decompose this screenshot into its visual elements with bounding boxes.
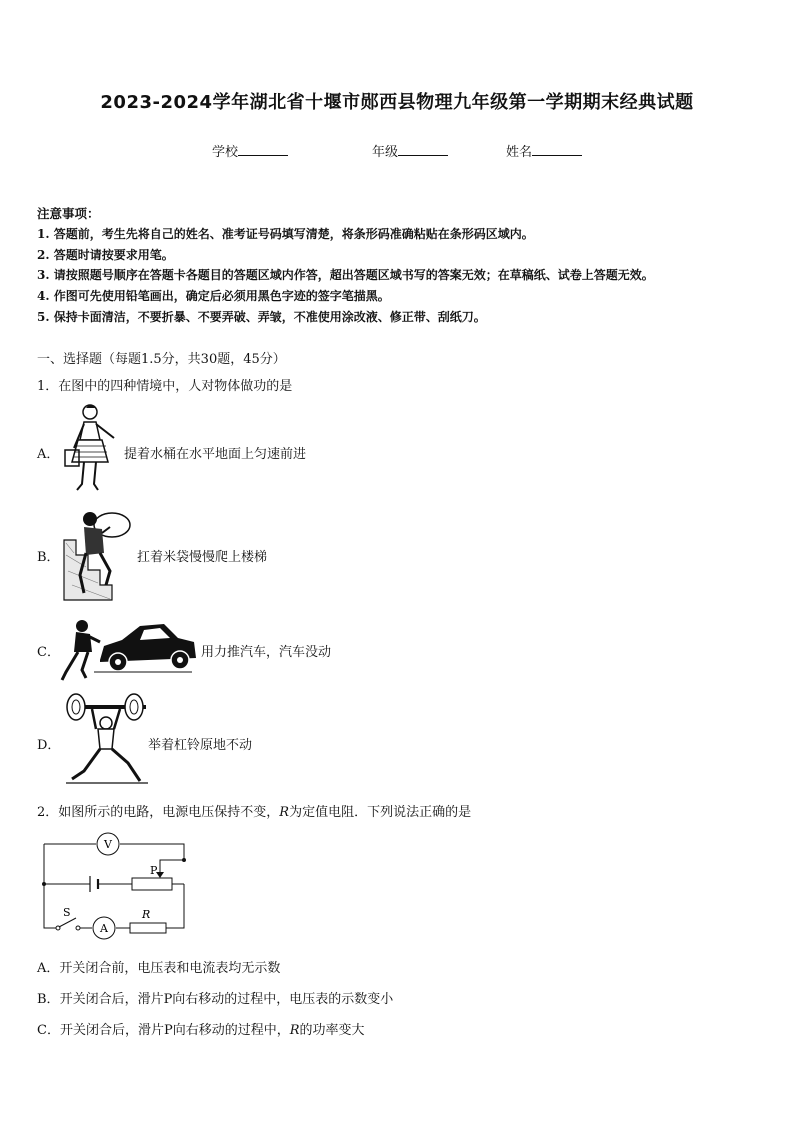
question-1-stem: 1．在图中的四种情境中，人对物体做功的是 xyxy=(37,379,293,394)
question-2-var: R xyxy=(279,805,290,820)
school-label: 学校 xyxy=(212,145,239,160)
slider-label: P xyxy=(150,864,158,877)
question-2-stem-post: 为定值电阻．下列说法正确的是 xyxy=(289,805,472,820)
option-text: 开关闭合后，滑片P向右移动的过程中，电压表的示数变小 xyxy=(59,992,394,1007)
note-item: 2. 答题时请按要求用笔。 xyxy=(37,248,174,262)
option-a-label: A． xyxy=(37,447,60,462)
option-c-text: 用力推汽车，汽车没动 xyxy=(201,645,332,660)
question-2-stem-pre: 2．如图所示的电路，电源电压保持不变， xyxy=(37,805,280,820)
switch-icon xyxy=(59,918,76,927)
note-item: 5. 保持卡面清洁，不要折暴、不要弄破、弄皱，不准使用涂改液、修正带、刮纸刀。 xyxy=(37,310,486,324)
question-2-option-c xyxy=(37,1019,365,1038)
option-var: R xyxy=(289,1023,300,1038)
question-2-option-a xyxy=(37,957,280,976)
option-text-post: 的功率变大 xyxy=(299,1023,365,1038)
school-blank xyxy=(238,143,288,156)
resistor-label: R xyxy=(142,908,151,921)
question-2-stem xyxy=(37,801,471,820)
option-label: C． xyxy=(37,1023,60,1038)
option-d-text: 举着杠铃原地不动 xyxy=(148,738,253,753)
person-carrying-rice-bag-stairs-image xyxy=(62,505,134,603)
person-pushing-car-image xyxy=(60,612,200,684)
option-a-text: 提着水桶在水平地面上匀速前进 xyxy=(124,447,307,462)
voltmeter-label: V xyxy=(104,838,112,851)
grade-blank xyxy=(398,143,448,156)
ammeter-label: A xyxy=(100,922,108,935)
notes-heading: 注意事项： xyxy=(37,206,100,221)
name-field xyxy=(506,141,582,160)
switch-label: S xyxy=(63,906,71,919)
circuit-diagram xyxy=(36,832,196,942)
option-b-label: B． xyxy=(37,550,60,565)
resistor-icon xyxy=(130,923,166,933)
note-item: 4. 作图可先使用铅笔画出，确定后必须用黑色字迹的签字笔描黑。 xyxy=(37,289,390,303)
section-heading: 一、选择题（每题1.5分，共30题，45分） xyxy=(37,352,286,367)
name-blank xyxy=(532,143,582,156)
rheostat-icon xyxy=(132,878,172,890)
question-2-option-b xyxy=(37,988,393,1007)
option-label: B． xyxy=(37,992,60,1007)
person-carrying-bucket-image xyxy=(62,400,122,495)
grade-label: 年级 xyxy=(372,145,399,160)
option-text: 开关闭合后，滑片P向右移动的过程中， xyxy=(59,1023,290,1038)
option-d-label: D． xyxy=(37,738,61,753)
name-label: 姓名 xyxy=(506,145,533,160)
option-b-text: 扛着米袋慢慢爬上楼梯 xyxy=(137,550,268,565)
school-field xyxy=(212,141,288,160)
option-label: A． xyxy=(37,961,60,976)
note-item: 1. 答题前，考生先将自己的姓名、准考证号码填写清楚，将条形码准确粘贴在条形码区域内。 xyxy=(37,227,534,241)
option-text: 开关闭合前，电压表和电流表均无示数 xyxy=(59,961,281,976)
option-c-label: C． xyxy=(37,645,60,660)
weightlifter-image xyxy=(62,693,152,789)
note-item: 3. 请按照题号顺序在答题卡各题目的答题区域内作答，超出答题区域书写的答案无效；在草稿纸、试卷上答题无效。 xyxy=(37,268,654,282)
grade-field xyxy=(372,141,448,160)
page-title: 2023-2024学年湖北省十堰市郧西县物理九年级第一学期期末经典试题 xyxy=(100,92,694,113)
